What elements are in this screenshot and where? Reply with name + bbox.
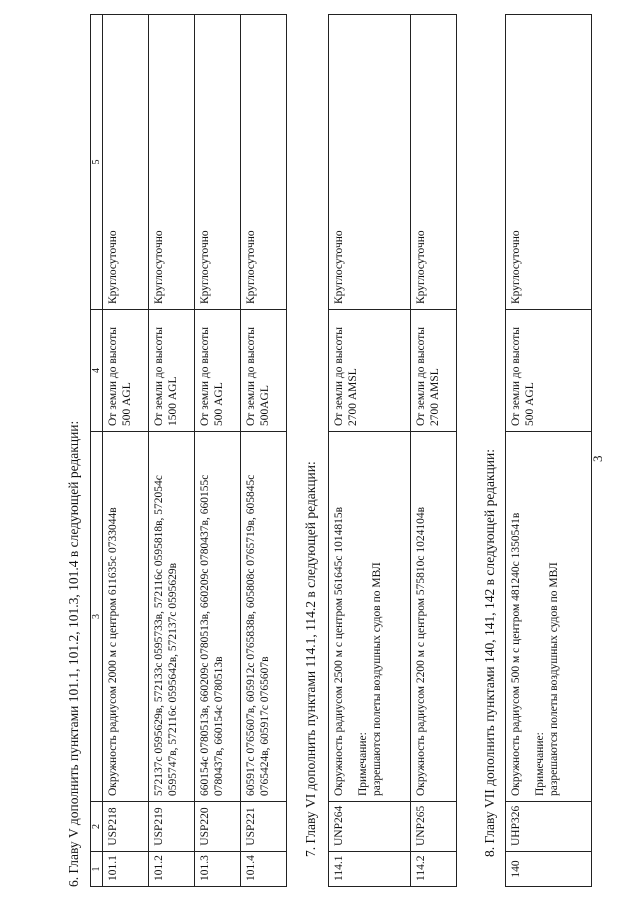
zone-time: Круглосуточно [195, 15, 241, 310]
note-text: разрешаются полеты воздушных судов по МВЛ [370, 562, 383, 796]
page-number: 3 [590, 455, 605, 462]
zone-time: Круглосуточно [506, 15, 592, 310]
zone-time: Круглосуточно [149, 15, 195, 310]
zone-area: Окружность радиусом 2200 м с центром 575810с 1024104в [411, 432, 457, 802]
zone-area: 660154с 0780513в, 660209с 0780513в, 660209с 0780437в, 660155с 0780437в, 660154с 0780513в [195, 432, 241, 802]
header-cell: 2 [91, 802, 103, 852]
item-number: 101.1 [103, 852, 149, 887]
section-7-table [328, 14, 457, 887]
section-8-table [505, 14, 592, 887]
item-number: 101.2 [149, 852, 195, 887]
zone-area: Окружность радиусом 2000 м с центром 611635с 0733044в [103, 432, 149, 802]
table-header-row [91, 15, 103, 887]
table-row [103, 15, 149, 887]
table-row [329, 15, 411, 887]
zone-code: USP220 [195, 802, 241, 852]
header-cell: 5 [91, 15, 103, 310]
item-number: 114.1 [329, 852, 411, 887]
table-row [149, 15, 195, 887]
zone-area: Окружность радиусом 500 м с центром 481240с 1350541в [510, 512, 522, 796]
zone-altitude: От земли до высоты 500 AGL [103, 310, 149, 432]
note-label: Примечание: [533, 732, 546, 796]
zone-code: UNP265 [411, 802, 457, 852]
section-6-table [90, 14, 287, 887]
zone-altitude: От земли до высоты 2700 AMSL [329, 310, 411, 432]
zone-code: UNP264 [329, 802, 411, 852]
header-cell: 3 [91, 432, 103, 802]
zone-area: 572137с 0595629в, 572133с 0595733в, 572116с 0595818в, 572054с 0595747в, 572116с 0595642в, 572137с 0595629в [149, 432, 195, 802]
header-cell: 4 [91, 310, 103, 432]
zone-code: USP218 [103, 802, 149, 852]
note-label: Примечание: [356, 732, 369, 796]
zone-altitude: От земли до высоты 500 AGL [195, 310, 241, 432]
zone-altitude: От земли до высоты 1500 AGL [149, 310, 195, 432]
note-text: разрешаются полеты воздушных судов по МВЛ [547, 562, 560, 796]
header-cell: 1 [91, 852, 103, 887]
table-row [241, 15, 287, 887]
table-row [195, 15, 241, 887]
zone-area-cell [329, 432, 411, 802]
item-number: 114.2 [411, 852, 457, 887]
zone-area-cell [506, 432, 592, 802]
section-7-heading: 7. Главу VI дополнить пунктами 114.1, 114.2 в следующей редакции: [303, 461, 318, 857]
zone-code: USP221 [241, 802, 287, 852]
zone-time: Круглосуточно [103, 15, 149, 310]
zone-time: Круглосуточно [411, 15, 457, 310]
table-row [506, 15, 592, 887]
section-8-heading: 8. Главу VII дополнить пунктами 140, 141, 142 в следующей редакции: [482, 449, 497, 857]
zone-area: 605917с 0765607в, 605912с 0765838в, 605808с 0765719в, 605845с 0765424в, 605917с 0765607в [241, 432, 287, 802]
table-row [411, 15, 457, 887]
zone-time: Круглосуточно [241, 15, 287, 310]
zone-code: USP219 [149, 802, 195, 852]
zone-altitude: От земли до высоты 500AGL [241, 310, 287, 432]
zone-time: Круглосуточно [329, 15, 411, 310]
zone-code: UHP326 [506, 802, 592, 852]
item-number: 101.4 [241, 852, 287, 887]
item-number: 101.3 [195, 852, 241, 887]
section-6-heading: 6. Главу V дополнить пунктами 101.1, 101.2, 101.3, 101.4 в следующей редакции: [66, 420, 81, 887]
zone-altitude: От земли до высоты 2700 AMSL [411, 310, 457, 432]
zone-area: Окружность радиусом 2500 м с центром 561645с 1014815в [333, 506, 345, 796]
zone-altitude: От земли до высоты 500 AGL [506, 310, 592, 432]
item-number: 140 [506, 852, 592, 887]
